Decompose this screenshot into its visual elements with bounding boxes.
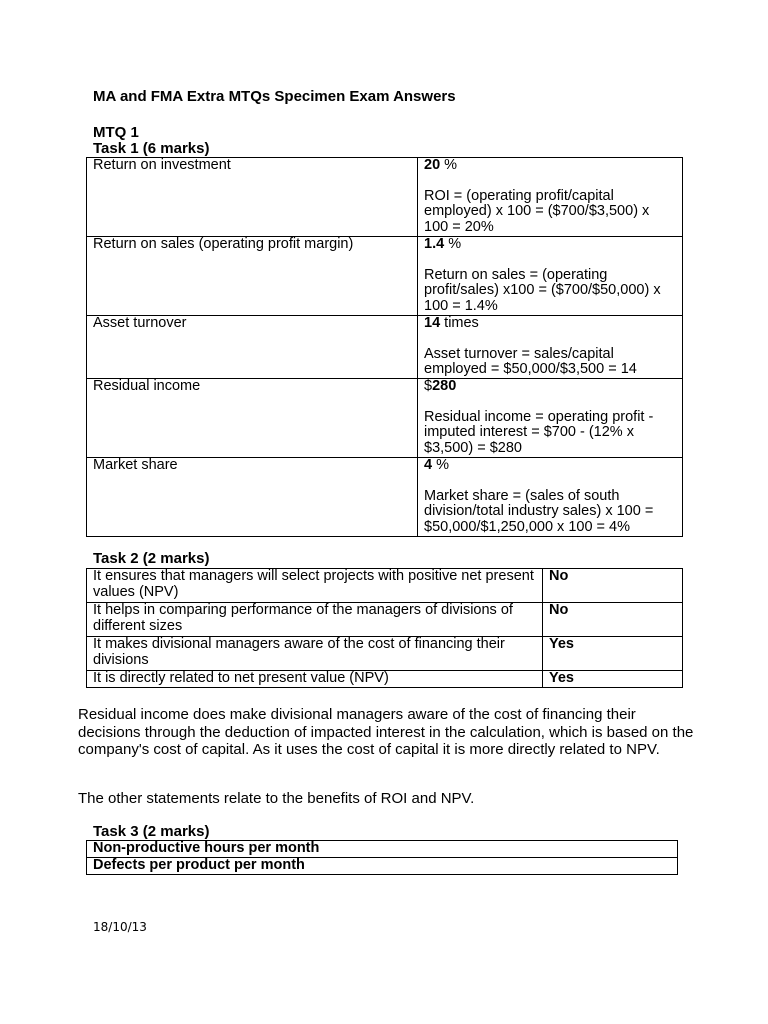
answer-value: 20	[424, 157, 441, 173]
answer-explanation: ROI = (operating profit/capital employed) x 100 = ($700/$3,500) x 100 = 20%	[424, 187, 650, 235]
answer-cell: Yes	[543, 671, 683, 688]
document-title: MA and FMA Extra MTQs Specimen Exam Answers	[93, 88, 456, 105]
measure-label: Return on investment	[87, 158, 418, 237]
measure-answer: 20 % ROI = (operating profit/capital employed) x 100 = ($700/$3,500) x 100 = 20%	[418, 158, 683, 237]
answer-value: 280	[432, 378, 457, 394]
answer-cell: No	[543, 569, 683, 603]
table-row	[87, 569, 683, 603]
task1-heading: Task 1 (6 marks)	[93, 140, 210, 157]
mtq-heading: MTQ 1	[93, 124, 139, 141]
task2-heading: Task 2 (2 marks)	[93, 550, 210, 567]
table-row	[87, 237, 683, 316]
table-row	[87, 671, 683, 688]
table-row	[87, 858, 678, 875]
answer-value: 1.4	[424, 236, 445, 252]
table-row	[87, 158, 683, 237]
table-row	[87, 316, 683, 379]
answer-explanation: Asset turnover = sales/capital employed = $50,000/$3,500 = 14	[424, 345, 637, 377]
statement-cell: It helps in comparing performance of the managers of divisions of different sizes	[87, 603, 543, 637]
table-row	[87, 458, 683, 537]
answer-value: 4	[424, 457, 433, 473]
statement-cell: It ensures that managers will select projects with positive net present values (NPV)	[87, 569, 543, 603]
task3-heading: Task 3 (2 marks)	[93, 823, 210, 840]
statement-cell: It makes divisional managers aware of the cost of financing their divisions	[87, 637, 543, 671]
answer-cell: Defects per product per month	[87, 858, 678, 875]
answer-explanation: Return on sales = (operating profit/sales) x100 = ($700/$50,000) x 100 = 1.4%	[424, 266, 661, 314]
measure-answer: 4 % Market share = (sales of south division/total industry sales) x 100 = $50,000/$1,250,000 x 100 = 4%	[418, 458, 683, 537]
statement-cell: It is directly related to net present value (NPV)	[87, 671, 543, 688]
answer-explanation: Market share = (sales of south division/total industry sales) x 100 = $50,000/$1,250,000 x 100 = 4%	[424, 487, 654, 535]
answer-cell: No	[543, 603, 683, 637]
explanation-paragraph: Residual income does make divisional managers aware of the cost of financing their decisions through the deduction of impacted interest in the calculation, which is based on the company's cost of capital. As it uses the cost of capital it is more directly related to NPV.	[78, 706, 694, 758]
table-row	[87, 379, 683, 458]
measure-answer: 1.4 % Return on sales = (operating profit/sales) x100 = ($700/$50,000) x 100 = 1.4%	[418, 237, 683, 316]
table-row	[87, 637, 683, 671]
answer-cell: Non-productive hours per month	[87, 841, 678, 858]
measure-label: Asset turnover	[87, 316, 418, 379]
answer-cell: Yes	[543, 637, 683, 671]
measure-label: Residual income	[87, 379, 418, 458]
table-row	[87, 603, 683, 637]
footer-date: 18/10/13	[93, 920, 147, 934]
table-row	[87, 841, 678, 858]
measure-label: Market share	[87, 458, 418, 537]
answer-value: 14	[424, 315, 441, 331]
task2-table	[86, 568, 683, 688]
other-statements-paragraph: The other statements relate to the benefits of ROI and NPV.	[78, 790, 475, 807]
measure-answer: 14 times Asset turnover = sales/capital employed = $50,000/$3,500 = 14	[418, 316, 683, 379]
task3-table	[86, 840, 678, 875]
measure-label: Return on sales (operating profit margin)	[87, 237, 418, 316]
answer-explanation: Residual income = operating profit - imputed interest = $700 - (12% x $3,500) = $280	[424, 408, 654, 456]
measure-answer: $280 Residual income = operating profit - imputed interest = $700 - (12% x $3,500) = $280	[418, 379, 683, 458]
task1-table	[86, 157, 683, 537]
